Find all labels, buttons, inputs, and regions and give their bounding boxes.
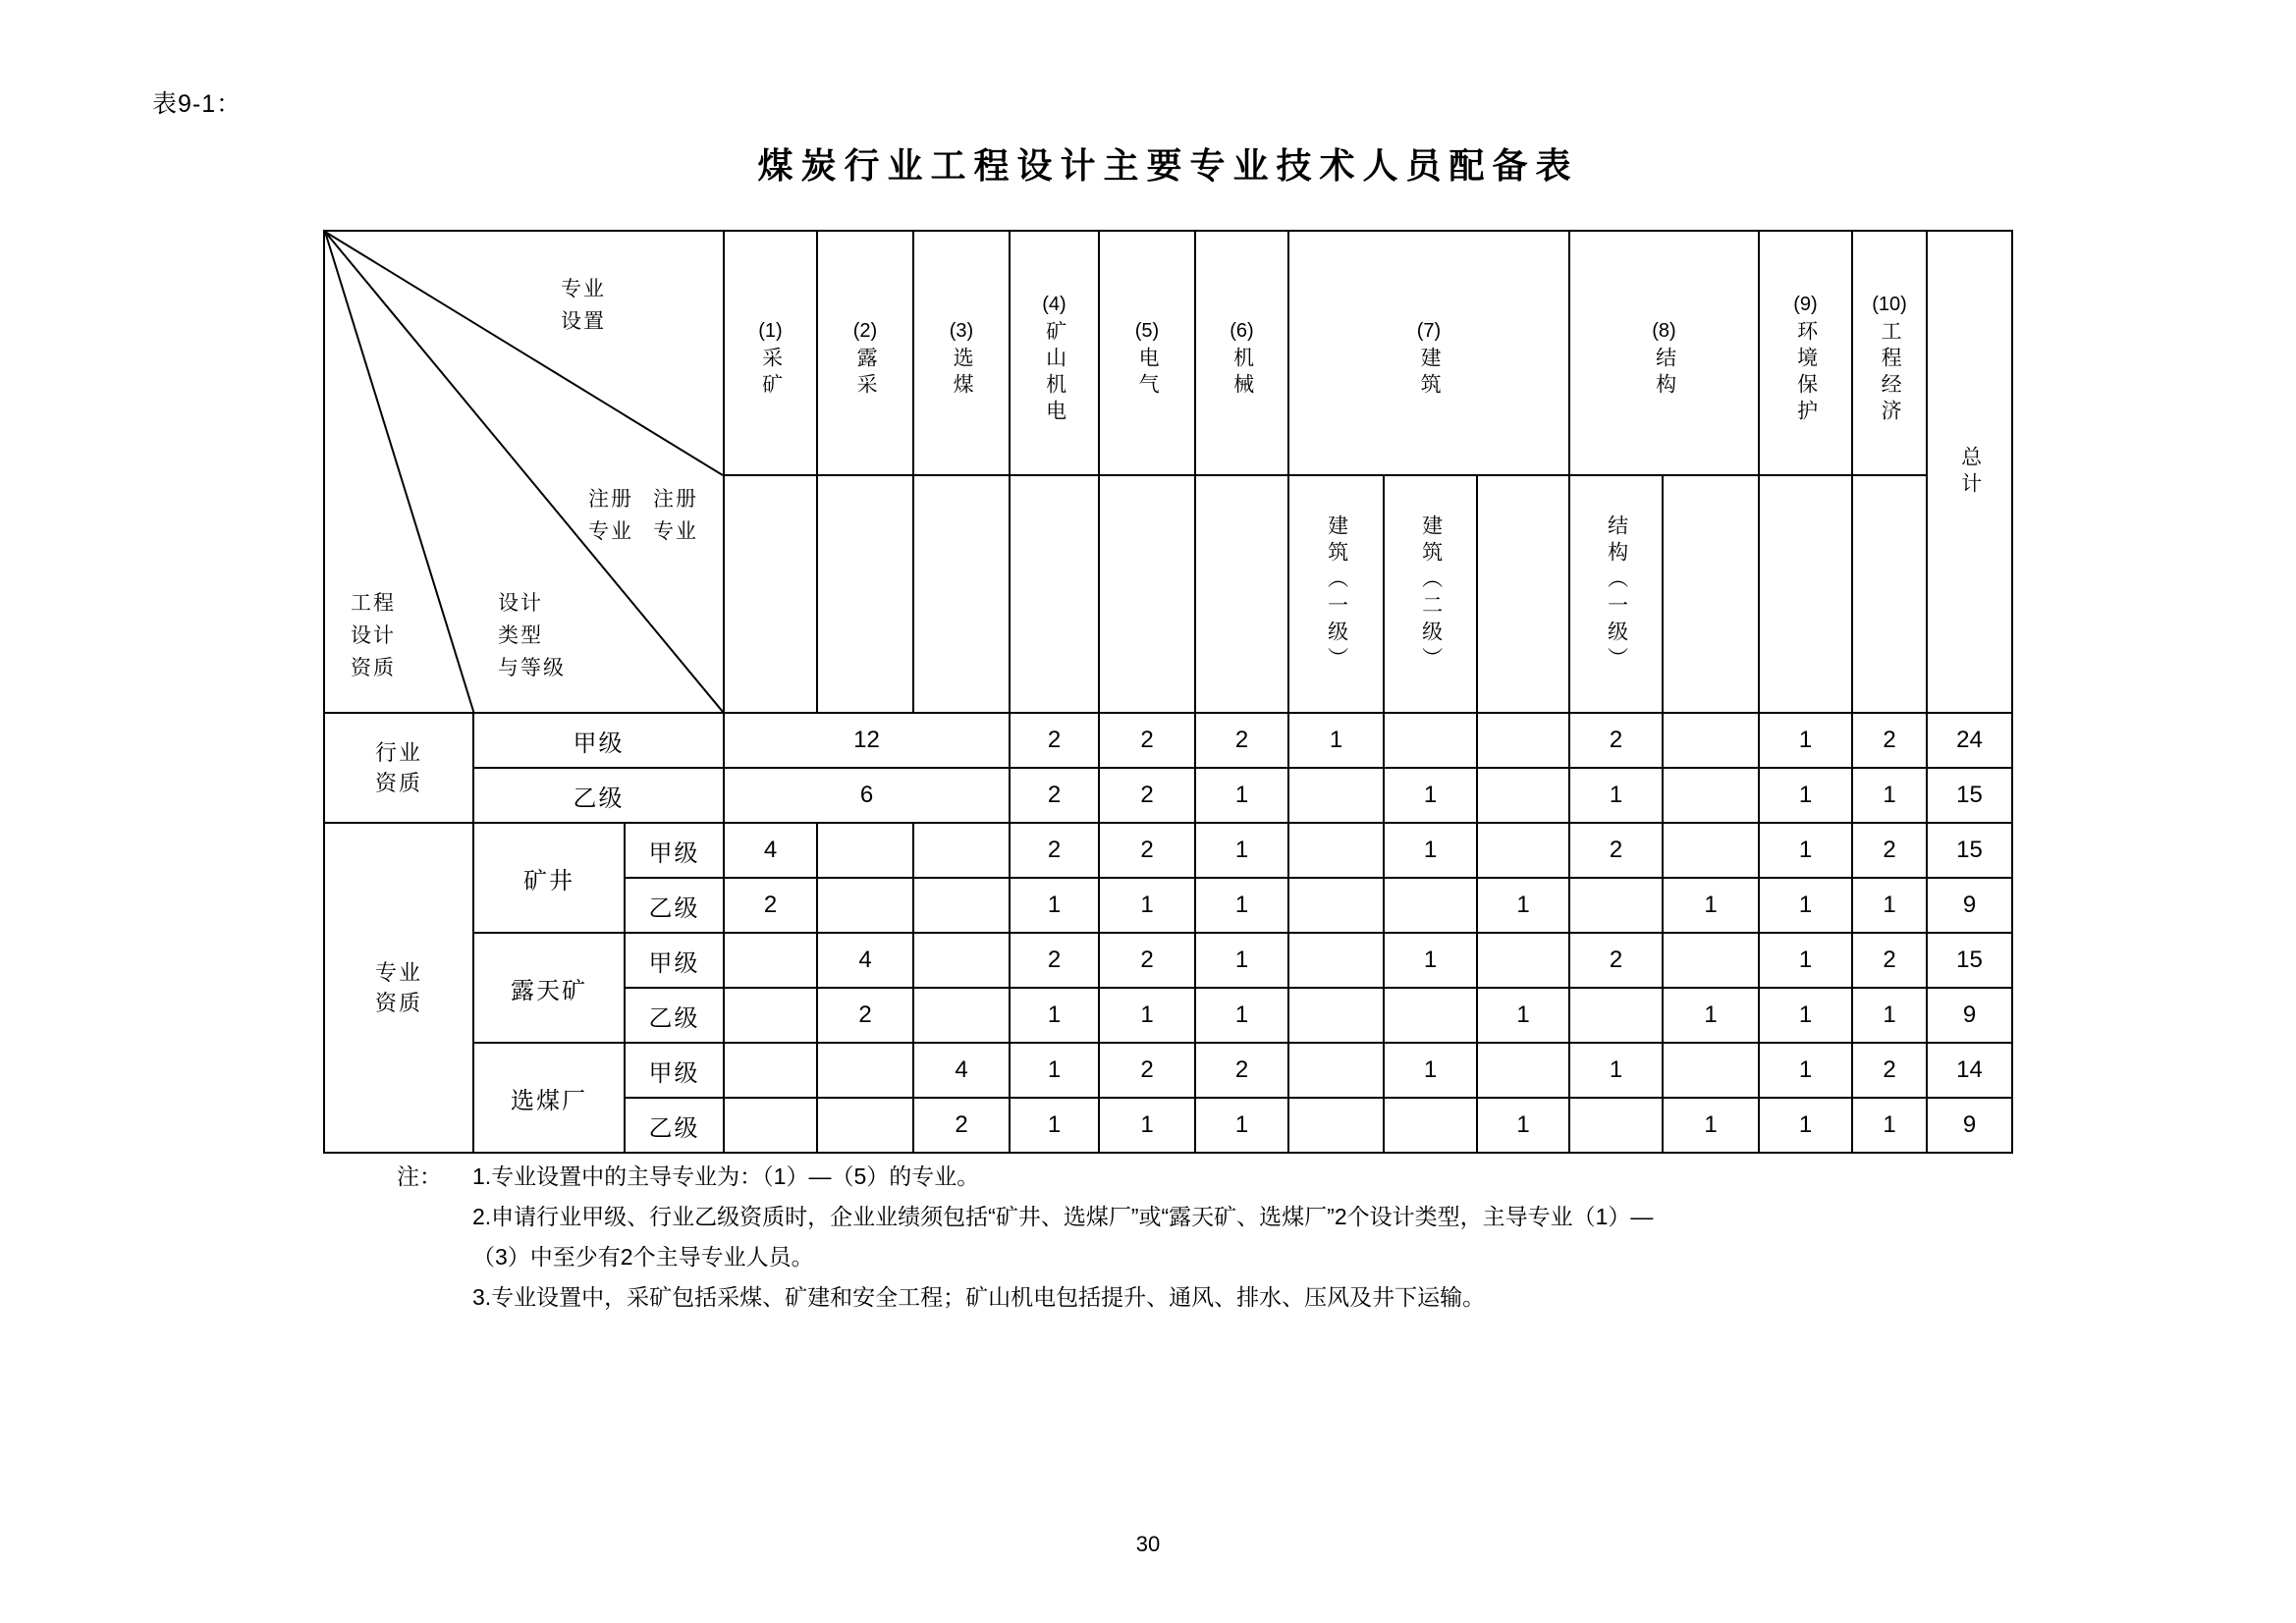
col-name: 总计 <box>1958 445 1982 499</box>
value-cell <box>1288 933 1384 988</box>
value-cell: 1 <box>1759 1043 1852 1098</box>
group-label-line: 资质 <box>374 991 422 1015</box>
value-cell: 2 <box>1569 933 1663 988</box>
blank-cell <box>1663 475 1759 713</box>
corner-label-line: 工程 <box>351 592 396 615</box>
grade-a-cell: 甲级 <box>625 933 724 988</box>
blank-cell <box>1099 475 1195 713</box>
value-cell <box>1288 1043 1384 1098</box>
blank-cell <box>1477 475 1569 713</box>
value-cell <box>1569 988 1663 1043</box>
value-cell: 1 <box>1195 988 1288 1043</box>
row-label-coal-prep-plant: 选煤厂 <box>473 1043 625 1153</box>
value-cell: 1 <box>1852 768 1927 823</box>
notes-body <box>472 1157 1653 1318</box>
value-cell: 1 <box>1010 1043 1099 1098</box>
group-label-line: 资质 <box>374 771 422 795</box>
corner-label-line: 专业 <box>653 520 698 543</box>
group-label-line: 专业 <box>374 960 422 985</box>
value-cell: 1 <box>1569 768 1663 823</box>
row-group-industry-qualification <box>324 713 473 823</box>
value-cell: 1 <box>1852 878 1927 933</box>
value-cell: 2 <box>1099 933 1195 988</box>
value-cell <box>1384 988 1477 1043</box>
value-cell: 1 <box>1759 933 1852 988</box>
value-cell: 9 <box>1927 988 2012 1043</box>
col-number: (7) <box>1416 319 1442 342</box>
value-cell: 1 <box>1759 823 1852 878</box>
corner-label-line: 注册 <box>588 488 633 511</box>
col-number: (1) <box>758 319 783 342</box>
value-cell: 1 <box>1384 768 1477 823</box>
document-title: 煤炭行业工程设计主要专业技术人员配备表 <box>757 145 1579 186</box>
value-cell <box>1288 823 1384 878</box>
value-cell: 24 <box>1927 713 2012 768</box>
notes-label: 注： <box>397 1163 442 1189</box>
col-number: (8) <box>1652 319 1676 342</box>
value-cell: 1 <box>1195 933 1288 988</box>
value-cell <box>1477 933 1569 988</box>
value-cell <box>1384 713 1477 768</box>
value-cell: 1 <box>1663 988 1759 1043</box>
value-cell: 9 <box>1927 1098 2012 1153</box>
corner-label-line: 资质 <box>351 657 396 679</box>
value-cell <box>1288 878 1384 933</box>
grade-a-cell: 甲级 <box>473 713 724 768</box>
value-cell: 1 <box>1477 1098 1569 1153</box>
value-cell: 12 <box>724 713 1010 768</box>
blank-cell <box>913 475 1010 713</box>
col-name: 建筑 <box>1418 346 1442 400</box>
row-label-mine: 矿井 <box>473 823 625 933</box>
corner-label-line: 专业 <box>588 520 633 543</box>
value-cell: 1 <box>1195 878 1288 933</box>
mine-grade-a-row <box>324 823 2012 878</box>
value-cell <box>1663 768 1759 823</box>
value-cell: 1 <box>1099 878 1195 933</box>
corner-label-line: 类型 <box>498 624 543 647</box>
value-cell: 1 <box>1759 768 1852 823</box>
col-number: (3) <box>949 319 974 342</box>
value-cell <box>1477 823 1569 878</box>
value-cell <box>1569 878 1663 933</box>
value-cell <box>724 988 817 1043</box>
grade-b-cell: 乙级 <box>473 768 724 823</box>
corner-label-design-qualification <box>351 587 396 684</box>
value-cell <box>1663 823 1759 878</box>
blank-cell <box>817 475 913 713</box>
col-header-structure <box>1569 231 1759 475</box>
value-cell: 2 <box>817 988 913 1043</box>
notes-block <box>397 1157 1653 1318</box>
value-cell: 2 <box>1099 823 1195 878</box>
corner-label-registered-2 <box>653 483 698 548</box>
value-cell: 2 <box>1852 933 1927 988</box>
value-cell <box>913 878 1010 933</box>
col-header-electrical <box>1099 231 1195 475</box>
value-cell: 9 <box>1927 878 2012 933</box>
col-name: 露采 <box>854 346 878 400</box>
value-cell <box>1663 933 1759 988</box>
value-cell: 6 <box>724 768 1010 823</box>
value-cell: 14 <box>1927 1043 2012 1098</box>
grade-b-cell: 乙级 <box>625 1098 724 1153</box>
value-cell: 1 <box>1010 1098 1099 1153</box>
corner-label-line: 设计 <box>498 592 543 615</box>
col-header-open-pit-mining <box>817 231 913 475</box>
row-group-professional-qualification <box>324 823 473 1153</box>
corner-label-line: 设计 <box>351 624 396 647</box>
value-cell: 1 <box>1384 1043 1477 1098</box>
industry-grade-b-row <box>324 768 2012 823</box>
subcol-header-structure-class1 <box>1569 475 1663 713</box>
value-cell <box>913 823 1010 878</box>
col-header-mining <box>724 231 817 475</box>
grade-a-cell: 甲级 <box>625 1043 724 1098</box>
grade-a-cell: 甲级 <box>625 823 724 878</box>
subcol-name: 结构（一级） <box>1605 514 1628 674</box>
value-cell <box>724 933 817 988</box>
value-cell: 2 <box>913 1098 1010 1153</box>
value-cell: 2 <box>1010 933 1099 988</box>
corner-label-line: 专业 <box>561 278 606 300</box>
value-cell <box>817 878 913 933</box>
subcol-header-architecture-class2 <box>1384 475 1477 713</box>
value-cell: 1 <box>1852 1098 1927 1153</box>
col-header-engineering-economics <box>1852 231 1927 475</box>
col-number: (2) <box>852 319 878 342</box>
value-cell: 15 <box>1927 933 2012 988</box>
col-header-mechanical <box>1195 231 1288 475</box>
col-name: 工程经济 <box>1879 319 1902 426</box>
value-cell: 1 <box>1099 1098 1195 1153</box>
staffing-table <box>323 230 2013 1154</box>
value-cell: 15 <box>1927 823 2012 878</box>
value-cell <box>1288 768 1384 823</box>
coal-prep-grade-a-row <box>324 1043 2012 1098</box>
group-label-line: 行业 <box>374 740 422 765</box>
value-cell: 1 <box>1759 988 1852 1043</box>
corner-label-line: 设置 <box>561 310 606 333</box>
col-header-mine-electromechanical <box>1010 231 1099 475</box>
col-number: (10) <box>1872 293 1907 315</box>
value-cell: 2 <box>1852 823 1927 878</box>
subcol-name: 建筑（二级） <box>1419 514 1443 674</box>
value-cell: 1 <box>1010 988 1099 1043</box>
value-cell: 1 <box>1759 878 1852 933</box>
grade-b-cell: 乙级 <box>625 878 724 933</box>
table-number-label: 表9-1： <box>152 90 243 118</box>
corner-label-professional-setup <box>561 273 606 338</box>
value-cell <box>1477 768 1569 823</box>
col-number: (4) <box>1042 293 1066 315</box>
col-number: (5) <box>1134 319 1160 342</box>
value-cell <box>817 1098 913 1153</box>
blank-cell <box>1852 475 1927 713</box>
value-cell: 1 <box>1195 768 1288 823</box>
value-cell <box>724 1043 817 1098</box>
value-cell: 2 <box>1010 768 1099 823</box>
value-cell: 2 <box>1852 713 1927 768</box>
col-name: 选煤 <box>951 346 974 400</box>
value-cell: 1 <box>1195 1098 1288 1153</box>
corner-header-cell <box>324 231 724 713</box>
value-cell <box>1477 713 1569 768</box>
value-cell <box>817 823 913 878</box>
value-cell: 1 <box>1759 1098 1852 1153</box>
col-name: 结构 <box>1653 346 1676 400</box>
value-cell: 4 <box>724 823 817 878</box>
blank-cell <box>1010 475 1099 713</box>
value-cell <box>1477 1043 1569 1098</box>
blank-cell <box>1759 475 1852 713</box>
value-cell: 2 <box>1010 823 1099 878</box>
note-line: 3.专业设置中，采矿包括采煤、矿建和安全工程；矿山机电包括提升、通风、排水、压风及井下运输。 <box>472 1284 1486 1310</box>
value-cell <box>913 933 1010 988</box>
value-cell: 1 <box>1759 713 1852 768</box>
value-cell <box>1288 1098 1384 1153</box>
value-cell: 4 <box>817 933 913 988</box>
value-cell: 2 <box>1195 1043 1288 1098</box>
value-cell: 1 <box>1099 988 1195 1043</box>
value-cell: 1 <box>1477 878 1569 933</box>
col-number: (9) <box>1793 293 1818 315</box>
value-cell: 1 <box>1384 823 1477 878</box>
col-name: 矿山机电 <box>1043 319 1066 426</box>
value-cell <box>1384 878 1477 933</box>
value-cell <box>1569 1098 1663 1153</box>
subcol-name: 建筑（一级） <box>1325 514 1348 674</box>
value-cell <box>913 988 1010 1043</box>
col-name: 环境保护 <box>1794 319 1818 426</box>
col-header-total <box>1927 231 2012 713</box>
value-cell: 1 <box>1477 988 1569 1043</box>
value-cell: 1 <box>1663 878 1759 933</box>
value-cell <box>1663 1043 1759 1098</box>
value-cell: 2 <box>1099 768 1195 823</box>
row-label-open-pit: 露天矿 <box>473 933 625 1043</box>
value-cell: 2 <box>1099 1043 1195 1098</box>
note-line: （3）中至少有2个主导专业人员。 <box>472 1244 814 1270</box>
col-number: (6) <box>1230 319 1254 342</box>
page-number: 30 <box>1135 1532 1161 1556</box>
blank-cell <box>724 475 817 713</box>
value-cell: 2 <box>1010 713 1099 768</box>
corner-label-line: 注册 <box>653 488 698 511</box>
value-cell: 1 <box>1852 988 1927 1043</box>
value-cell: 1 <box>1288 713 1384 768</box>
header-row-top <box>324 231 2012 475</box>
value-cell: 1 <box>1010 878 1099 933</box>
note-line: 2.申请行业甲级、行业乙级资质时，企业业绩须包括“矿井、选煤厂”或“露天矿、选煤厂”2个设计类型，主导专业（1）— <box>472 1204 1654 1229</box>
industry-grade-a-row <box>324 713 2012 768</box>
corner-label-design-type-grade <box>498 587 566 684</box>
col-name: 机械 <box>1230 346 1254 400</box>
col-header-environmental-protection <box>1759 231 1852 475</box>
value-cell: 2 <box>1569 713 1663 768</box>
value-cell: 1 <box>1384 933 1477 988</box>
value-cell: 2 <box>1852 1043 1927 1098</box>
value-cell <box>1288 988 1384 1043</box>
corner-label-registered-1 <box>588 483 633 548</box>
value-cell: 1 <box>1569 1043 1663 1098</box>
col-header-coal-preparation <box>913 231 1010 475</box>
value-cell: 2 <box>1195 713 1288 768</box>
col-header-architecture <box>1288 231 1569 475</box>
value-cell <box>817 1043 913 1098</box>
value-cell <box>1663 713 1759 768</box>
col-name: 电气 <box>1136 346 1160 400</box>
corner-label-line: 与等级 <box>498 657 566 679</box>
value-cell: 1 <box>1663 1098 1759 1153</box>
value-cell <box>1384 1098 1477 1153</box>
col-name: 采矿 <box>759 346 783 400</box>
value-cell: 2 <box>1099 713 1195 768</box>
value-cell: 1 <box>1195 823 1288 878</box>
blank-cell <box>1195 475 1288 713</box>
value-cell: 15 <box>1927 768 2012 823</box>
grade-b-cell: 乙级 <box>625 988 724 1043</box>
note-line: 1.专业设置中的主导专业为：（1）—（5）的专业。 <box>472 1163 980 1189</box>
value-cell: 2 <box>724 878 817 933</box>
value-cell: 4 <box>913 1043 1010 1098</box>
subcol-header-architecture-class1 <box>1288 475 1384 713</box>
value-cell: 2 <box>1569 823 1663 878</box>
value-cell <box>724 1098 817 1153</box>
open-pit-grade-a-row <box>324 933 2012 988</box>
